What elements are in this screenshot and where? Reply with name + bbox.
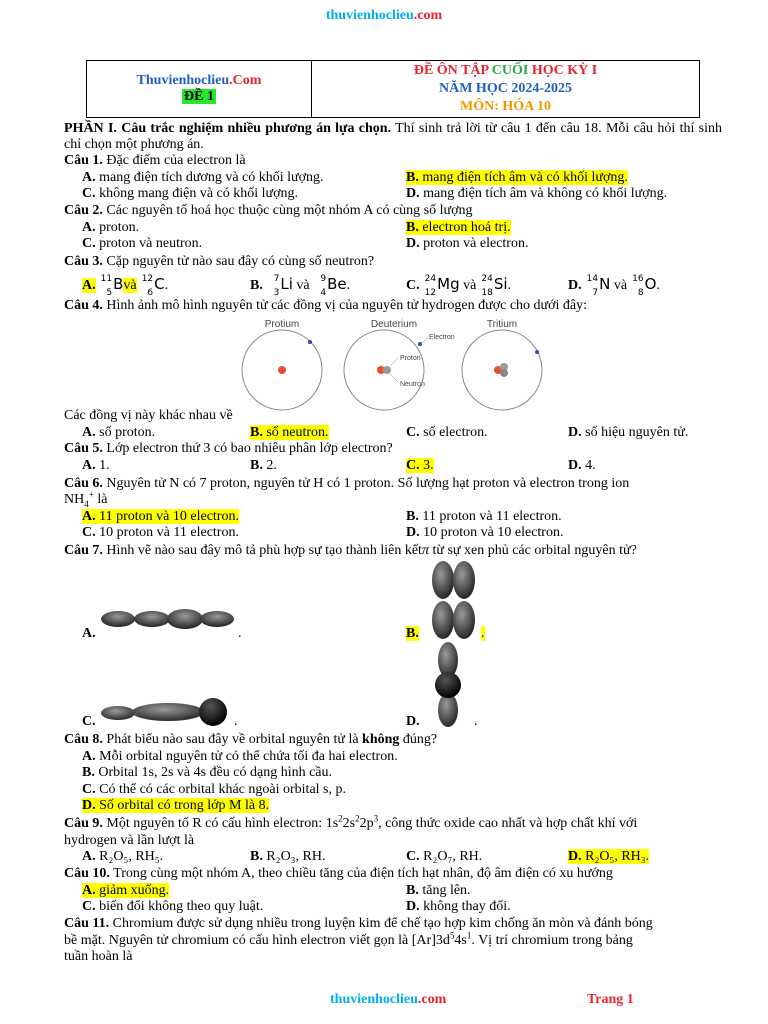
q8-option-b[interactable]: B. Orbital 1s, 2s và 4s đều có dạng hình cầu. bbox=[82, 765, 333, 780]
q6-stem-ion: $NH_4^+$ là bbox=[64, 489, 108, 509]
q2-option-c[interactable]: C. proton và neutron. bbox=[82, 236, 203, 251]
q9-option-c[interactable]: C. R₂O₇, RH. bbox=[406, 849, 483, 864]
q6-option-c[interactable]: C. 10 proton và 11 electron. bbox=[82, 525, 239, 540]
q4-option-d[interactable]: D. số hiệu nguyên tử. bbox=[568, 425, 689, 440]
q5-option-a[interactable]: A. 1. bbox=[82, 458, 110, 473]
label-electron: Electron bbox=[429, 334, 455, 341]
subject: MÔN: HÓA 10 bbox=[460, 99, 551, 114]
label-neutron: Neutron bbox=[400, 381, 425, 388]
q7-option-d[interactable]: D. bbox=[406, 714, 420, 729]
isotope-be9: 9 4 Be bbox=[320, 274, 347, 298]
q8-option-d[interactable]: D. Số orbital có trong lớp M là 8. bbox=[82, 798, 270, 813]
footer-site[interactable]: thuvienhoclieu.com bbox=[330, 992, 447, 1007]
part1-instructions: PHẦN I. Câu trắc nghiệm nhiều phương án lựa chọn. Thí sinh trả lời từ câu 1 đến câu 18. Mỗi câu hỏi thí sinh chỉ chọn một phương án. bbox=[64, 121, 722, 152]
q7-option-c[interactable]: C. bbox=[82, 714, 96, 729]
orbital-figure-d bbox=[428, 642, 468, 728]
q1-option-a[interactable]: A. mang điện tích dương và có khối lượng. bbox=[82, 170, 324, 185]
q1-option-b[interactable]: B. mang điện tích âm và có khối lượng. bbox=[406, 170, 628, 185]
label-protium: Protium bbox=[264, 319, 300, 330]
q9-stem-2: hydrogen và lần lượt là bbox=[64, 833, 195, 848]
q11-stem-1: Câu 11. Chromium được sử dụng nhiều trong luyện kim để chế tạo hợp kim chống ăn mòn và đánh bóng bbox=[64, 916, 653, 931]
q1-option-d[interactable]: D. mang điện tích âm và không có khối lượng. bbox=[406, 186, 668, 201]
q2-option-a[interactable]: A. proton. bbox=[82, 220, 140, 235]
q4-option-c[interactable]: C. số electron. bbox=[406, 425, 488, 440]
q8-option-c[interactable]: C. Có thể có các orbital khác ngoài orbital s, p. bbox=[82, 782, 346, 797]
q2-stem: Câu 2. Các nguyên tố hoá học thuộc cùng một nhóm A có cùng số lượng bbox=[64, 203, 473, 218]
q6-option-a[interactable]: A. 11 proton và 10 electron. bbox=[82, 509, 239, 524]
q11-stem-3: tuần hoàn là bbox=[64, 949, 133, 964]
q6-option-b[interactable]: B. 11 proton và 11 electron. bbox=[406, 509, 562, 524]
orbital-figure-a bbox=[100, 604, 240, 634]
hydrogen-isotopes-figure bbox=[230, 314, 550, 414]
isotope-c12: 12 6 C bbox=[141, 274, 165, 298]
q5-option-b[interactable]: B. 2. bbox=[250, 458, 277, 473]
q5-option-c[interactable]: C. 3. bbox=[406, 458, 434, 473]
q9-stem: Câu 9. Một nguyên tố R có cấu hình electron: $1s^22s^22p^3$, công thức oxide cao nhất và hợp chất khí với bbox=[64, 813, 638, 831]
q10-option-c[interactable]: C. biến đổi không theo quy luật. bbox=[82, 899, 264, 914]
isotope-si24: 24 18 Si bbox=[481, 274, 508, 298]
q4-option-a[interactable]: A. số proton. bbox=[82, 425, 156, 440]
isotope-mg24: 24 12 Mg bbox=[424, 274, 460, 298]
q3-option-d[interactable]: D. 14 7 N và 16 8 O. bbox=[568, 274, 660, 298]
isotope-n14: 14 7 N bbox=[586, 274, 611, 298]
label-proton: Proton bbox=[400, 355, 421, 362]
q7-option-d-dot: . bbox=[474, 714, 478, 729]
exam-header bbox=[86, 60, 700, 118]
q3-option-a[interactable]: A. 11 5 Bvà 12 6 C. bbox=[82, 274, 169, 298]
q9-option-b[interactable]: B. R₂O₃, RH. bbox=[250, 849, 326, 864]
exam-code: ĐỀ 1 bbox=[184, 89, 214, 104]
q6-stem: Câu 6. Nguyên tử N có 7 proton, nguyên tử H có 1 proton. Số lượng hạt proton và electron trong ion bbox=[64, 476, 630, 491]
q5-option-d[interactable]: D. 4. bbox=[568, 458, 596, 473]
q1-option-c[interactable]: C. không mang điện và có khối lượng. bbox=[82, 186, 299, 201]
q7-option-c-dot: . bbox=[234, 714, 238, 729]
page-number: Trang 1 bbox=[587, 992, 634, 1007]
header-site[interactable]: thuvienhoclieu.com bbox=[325, 8, 443, 23]
electron-dot bbox=[535, 350, 539, 354]
q7-stem: Câu 7. Hình vẽ nào sau đây mô tả phù hợp sự tạo thành liên kếtπ từ sự xen phủ các orbital nguyên tử? bbox=[64, 543, 637, 558]
q5-stem: Câu 5. Lớp electron thứ 3 có bao nhiêu phân lớp electron? bbox=[64, 441, 393, 456]
school-year: NĂM HỌC 2024-2025 bbox=[439, 81, 572, 96]
q1-stem: Câu 1. Đặc điểm của electron là bbox=[64, 153, 246, 168]
deuterium-atom bbox=[344, 330, 428, 410]
orbital-figure-c bbox=[100, 696, 232, 728]
q2-option-d[interactable]: D. proton và electron. bbox=[406, 236, 529, 251]
protium-atom bbox=[242, 330, 322, 410]
q10-option-a[interactable]: A. giảm xuống. bbox=[82, 883, 170, 898]
q7-option-a[interactable]: A. bbox=[82, 626, 96, 641]
q3-option-c[interactable]: C. 24 12 Mg và 24 18 Si. bbox=[406, 274, 512, 298]
q10-stem: Câu 10. Trong cùng một nhóm A, theo chiều tăng của điện tích hạt nhân, độ âm điện có xu hướng bbox=[64, 866, 613, 881]
header-left bbox=[87, 61, 312, 117]
electron-dot bbox=[418, 342, 422, 346]
q9-option-a[interactable]: A. R₂O₅, RH₅. bbox=[82, 849, 164, 864]
label-deuterium: Deuterium bbox=[370, 319, 418, 330]
header-site-name: Thuvienhoclieu.Com bbox=[136, 73, 262, 88]
q3-stem: Câu 3. Cặp nguyên tử nào sau đây có cùng số neutron? bbox=[64, 254, 375, 269]
q9-option-d[interactable]: D. R₂O₅, RH₃. bbox=[568, 849, 650, 864]
q4-option-b[interactable]: B. số neutron. bbox=[250, 425, 329, 440]
q7-option-b-dot: . bbox=[481, 626, 485, 641]
q4-stem: Câu 4. Hình ảnh mô hình nguyên tử các đồng vị của nguyên tử hydrogen được cho dưới đây: bbox=[64, 298, 588, 313]
label-tritium: Tritium bbox=[486, 319, 518, 330]
q10-option-d[interactable]: D. không thay đổi. bbox=[406, 899, 511, 914]
tritium-atom bbox=[462, 330, 542, 410]
q8-option-a[interactable]: A. Mỗi orbital nguyên tử có thể chứa tối đa hai electron. bbox=[82, 749, 398, 764]
q7-option-a-dot: . bbox=[238, 626, 242, 641]
q10-option-b[interactable]: B. tăng lên. bbox=[406, 883, 471, 898]
q6-option-d[interactable]: D. 10 proton và 10 electron. bbox=[406, 525, 564, 540]
q8-stem: Câu 8. Phát biểu nào sau đây về orbital nguyên tử là không đúng? bbox=[64, 732, 438, 747]
exam-title: ĐỀ ÔN TẬP CUỐI HỌC KỲ I bbox=[413, 63, 598, 78]
q11-stem-2: bề mặt. Nguyên tử chromium có cấu hình electron viết gọn là $[Ar]3d^54s^1$. Vị trí chromium trong bảng bbox=[64, 930, 633, 948]
isotope-li7: 7 3 Li bbox=[273, 274, 293, 298]
isotope-b11: 11 5 B bbox=[100, 274, 124, 298]
q2-option-b[interactable]: B. electron hoá trị. bbox=[406, 220, 511, 235]
q7-option-b[interactable]: B. bbox=[406, 626, 419, 641]
isotope-o16: 16 8 O bbox=[632, 274, 657, 298]
q4-stem2: Các đồng vị này khác nhau về bbox=[64, 408, 233, 423]
q3-option-b[interactable]: B. 7 3 Li và 9 4 Be. bbox=[250, 274, 351, 298]
electron-dot bbox=[308, 340, 312, 344]
header-right bbox=[312, 61, 699, 117]
orbital-figure-b bbox=[428, 560, 480, 640]
